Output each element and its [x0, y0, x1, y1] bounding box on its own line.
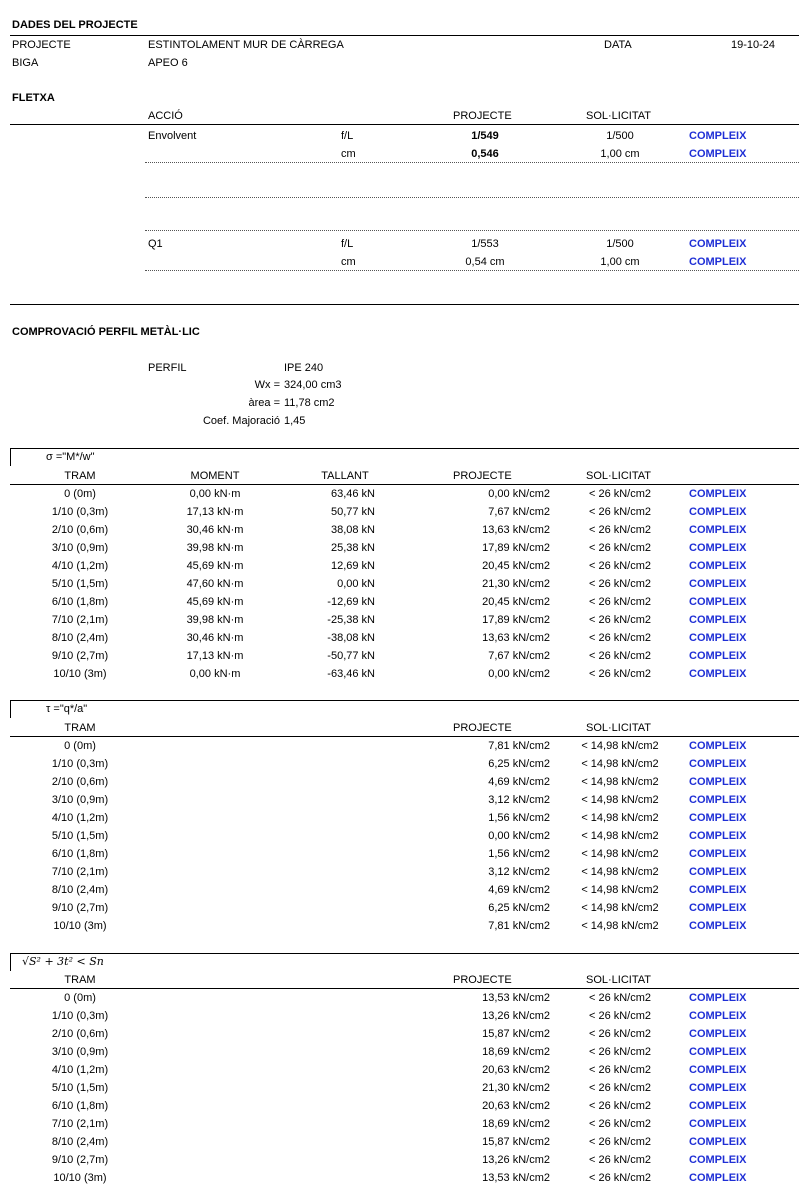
- required-cell: < 14,98 kN/cm2: [581, 902, 659, 914]
- project-cell: 20,63 kN/cm2: [482, 1100, 550, 1112]
- required-value: 1,00 cm: [600, 148, 640, 160]
- tram-cell: 6/10 (1,8m): [51, 1100, 109, 1112]
- required-cell: < 26 kN/cm2: [588, 1118, 652, 1130]
- table-row: [0, 1079, 799, 1097]
- project-cell: 6,25 kN/cm2: [488, 902, 550, 914]
- col-tram: TRAM: [64, 470, 96, 482]
- unit: f/L: [341, 130, 354, 142]
- area-label: àrea =: [248, 397, 280, 409]
- required-cell: < 26 kN/cm2: [588, 488, 652, 500]
- required-cell: < 14,98 kN/cm2: [581, 866, 659, 878]
- tallant-cell: -12,69 kN: [327, 596, 375, 608]
- table-row: [0, 593, 799, 611]
- table-row: [0, 989, 799, 1007]
- tallant-cell: 50,77 kN: [330, 506, 375, 518]
- project-data-title: DADES DEL PROJECTE: [12, 19, 138, 31]
- required-cell: < 26 kN/cm2: [588, 614, 652, 626]
- status-badge: COMPLEIX: [689, 238, 747, 250]
- required-cell: < 26 kN/cm2: [588, 668, 652, 680]
- unit: cm: [341, 148, 356, 160]
- table-row: [0, 1169, 799, 1187]
- moment-cell: 45,69 kN·m: [186, 596, 244, 608]
- project-cell: 13,53 kN/cm2: [482, 992, 550, 1004]
- required-cell: < 26 kN/cm2: [588, 1046, 652, 1058]
- tallant-cell: 63,46 kN: [330, 488, 375, 500]
- status-badge: COMPLEIX: [689, 1046, 747, 1058]
- tram-cell: 5/10 (1,5m): [51, 578, 109, 590]
- divider: [10, 448, 799, 449]
- required-cell: < 26 kN/cm2: [588, 524, 652, 536]
- tram-cell: 2/10 (0,6m): [51, 776, 109, 788]
- table-row: [0, 1061, 799, 1079]
- profile-check-title: COMPROVACIÓ PERFIL METÀL·LIC: [12, 326, 200, 338]
- project-cell: 17,89 kN/cm2: [482, 614, 550, 626]
- project-cell: 4,69 kN/cm2: [488, 884, 550, 896]
- status-badge: COMPLEIX: [689, 1064, 747, 1076]
- status-badge: COMPLEIX: [689, 794, 747, 806]
- project-cell: 21,30 kN/cm2: [482, 578, 550, 590]
- table-row: [0, 1097, 799, 1115]
- status-badge: COMPLEIX: [689, 884, 747, 896]
- table-row: [0, 773, 799, 791]
- moment-cell: 17,13 kN·m: [186, 650, 244, 662]
- required-cell: < 26 kN/cm2: [588, 632, 652, 644]
- tallant-cell: -38,08 kN: [327, 632, 375, 644]
- project-cell: 3,12 kN/cm2: [488, 866, 550, 878]
- status-badge: COMPLEIX: [689, 740, 747, 752]
- tallant-cell: 25,38 kN: [330, 542, 375, 554]
- project-value: 1/549: [471, 130, 499, 142]
- divider: [10, 953, 799, 954]
- col-moment: MOMENT: [190, 470, 240, 482]
- project-cell: 21,30 kN/cm2: [482, 1082, 550, 1094]
- project-cell: 17,89 kN/cm2: [482, 542, 550, 554]
- tram-cell: 0 (0m): [64, 488, 96, 500]
- status-badge: COMPLEIX: [689, 776, 747, 788]
- project-cell: 20,63 kN/cm2: [482, 1064, 550, 1076]
- status-badge: COMPLEIX: [689, 866, 747, 878]
- table-row: [0, 899, 799, 917]
- required-value: 1/500: [606, 130, 634, 142]
- required-cell: < 26 kN/cm2: [588, 1028, 652, 1040]
- status-badge: COMPLEIX: [689, 614, 747, 626]
- tram-cell: 4/10 (1,2m): [51, 560, 109, 572]
- status-badge: COMPLEIX: [689, 992, 747, 1004]
- tram-cell: 10/10 (3m): [53, 1172, 107, 1184]
- tram-cell: 1/10 (0,3m): [51, 1010, 109, 1022]
- divider: [10, 953, 11, 971]
- dotted-divider: [145, 197, 799, 198]
- moment-cell: 0,00 kN·m: [189, 668, 241, 680]
- required-cell: < 26 kN/cm2: [588, 650, 652, 662]
- table-row: [0, 521, 799, 539]
- project-cell: 4,69 kN/cm2: [488, 776, 550, 788]
- project-cell: 7,67 kN/cm2: [488, 650, 550, 662]
- tram-cell: 9/10 (2,7m): [51, 1154, 109, 1166]
- status-badge: COMPLEIX: [689, 1100, 747, 1112]
- status-badge: COMPLEIX: [689, 578, 747, 590]
- action-name: Q1: [148, 238, 163, 250]
- tram-cell: 9/10 (2,7m): [51, 650, 109, 662]
- tallant-cell: 12,69 kN: [330, 560, 375, 572]
- tram-cell: 7/10 (2,1m): [51, 866, 109, 878]
- table-row: [0, 917, 799, 935]
- table-row: [0, 1043, 799, 1061]
- project-cell: 3,12 kN/cm2: [488, 794, 550, 806]
- project-cell: 7,81 kN/cm2: [488, 920, 550, 932]
- status-badge: COMPLEIX: [689, 902, 747, 914]
- required-cell: < 26 kN/cm2: [588, 1136, 652, 1148]
- status-badge: COMPLEIX: [689, 506, 747, 518]
- col-project: PROJECTE: [453, 722, 512, 734]
- tram-cell: 8/10 (2,4m): [51, 632, 109, 644]
- beam-label: BIGA: [12, 57, 39, 69]
- table-row: [0, 755, 799, 773]
- sigma-formula: σ ="M*/w": [46, 451, 95, 463]
- table-row: [0, 1025, 799, 1043]
- project-cell: 13,63 kN/cm2: [482, 632, 550, 644]
- tallant-cell: 0,00 kN: [337, 578, 375, 590]
- required-cell: < 26 kN/cm2: [588, 560, 652, 572]
- project-cell: 20,45 kN/cm2: [482, 560, 550, 572]
- required-cell: < 26 kN/cm2: [588, 1082, 652, 1094]
- status-badge: COMPLEIX: [689, 488, 747, 500]
- divider: [10, 124, 799, 125]
- tram-cell: 4/10 (1,2m): [51, 1064, 109, 1076]
- status-badge: COMPLEIX: [689, 848, 747, 860]
- moment-cell: 17,13 kN·m: [186, 506, 244, 518]
- table-row: [0, 791, 799, 809]
- dotted-divider: [145, 270, 799, 271]
- wx-label: Wx =: [254, 379, 280, 391]
- required-cell: < 26 kN/cm2: [588, 1154, 652, 1166]
- table-row: [0, 1007, 799, 1025]
- required-cell: < 14,98 kN/cm2: [581, 830, 659, 842]
- date-value: 19-10-24: [731, 39, 776, 51]
- status-badge: COMPLEIX: [689, 1154, 747, 1166]
- status-badge: COMPLEIX: [689, 130, 747, 142]
- tram-cell: 7/10 (2,1m): [51, 1118, 109, 1130]
- required-cell: < 26 kN/cm2: [588, 1010, 652, 1022]
- col-project: PROJECTE: [453, 110, 512, 122]
- moment-cell: 45,69 kN·m: [186, 560, 244, 572]
- required-value: 1/500: [606, 238, 634, 250]
- unit: f/L: [341, 238, 354, 250]
- required-cell: < 26 kN/cm2: [588, 506, 652, 518]
- perfil-label: PERFIL: [148, 362, 187, 374]
- required-cell: < 14,98 kN/cm2: [581, 794, 659, 806]
- table-row: [0, 503, 799, 521]
- tram-cell: 8/10 (2,4m): [51, 884, 109, 896]
- project-cell: 6,25 kN/cm2: [488, 758, 550, 770]
- project-cell: 13,53 kN/cm2: [482, 1172, 550, 1184]
- project-cell: 0,00 kN/cm2: [488, 830, 550, 842]
- col-required: SOL·LICITAT: [586, 722, 651, 734]
- project-cell: 7,67 kN/cm2: [488, 506, 550, 518]
- tram-cell: 10/10 (3m): [53, 668, 107, 680]
- table-row: [0, 1115, 799, 1133]
- required-cell: < 26 kN/cm2: [588, 578, 652, 590]
- table-row: [0, 845, 799, 863]
- col-tram: TRAM: [64, 974, 96, 986]
- date-label: DATA: [604, 39, 632, 51]
- tram-cell: 3/10 (0,9m): [51, 794, 109, 806]
- project-value: 1/553: [471, 238, 499, 250]
- tram-cell: 1/10 (0,3m): [51, 758, 109, 770]
- project-cell: 13,26 kN/cm2: [482, 1010, 550, 1022]
- table-row: [0, 485, 799, 503]
- tallant-cell: -63,46 kN: [327, 668, 375, 680]
- tram-cell: 2/10 (0,6m): [51, 524, 109, 536]
- status-badge: COMPLEIX: [689, 830, 747, 842]
- status-badge: COMPLEIX: [689, 148, 747, 160]
- required-cell: < 26 kN/cm2: [588, 596, 652, 608]
- coef-label: Coef. Majoració: [202, 415, 280, 427]
- project-cell: 20,45 kN/cm2: [482, 596, 550, 608]
- required-cell: < 14,98 kN/cm2: [581, 848, 659, 860]
- col-required: SOL·LICITAT: [586, 110, 651, 122]
- divider: [10, 700, 799, 701]
- beam-value: APEO 6: [148, 57, 188, 69]
- project-cell: 7,81 kN/cm2: [488, 740, 550, 752]
- project-cell: 15,87 kN/cm2: [482, 1028, 550, 1040]
- moment-cell: 30,46 kN·m: [186, 524, 244, 536]
- action-name: Envolvent: [148, 130, 197, 142]
- project-cell: 0,00 kN/cm2: [488, 488, 550, 500]
- table-row: [0, 827, 799, 845]
- unit: cm: [341, 256, 356, 268]
- col-tallant: TALLANT: [321, 470, 369, 482]
- col-required: SOL·LICITAT: [586, 974, 651, 986]
- status-badge: COMPLEIX: [689, 1118, 747, 1130]
- status-badge: COMPLEIX: [689, 596, 747, 608]
- moment-cell: 47,60 kN·m: [186, 578, 244, 590]
- required-cell: < 14,98 kN/cm2: [581, 884, 659, 896]
- moment-cell: 0,00 kN·m: [189, 488, 241, 500]
- moment-cell: 39,98 kN·m: [186, 614, 244, 626]
- status-badge: COMPLEIX: [689, 1082, 747, 1094]
- tram-cell: 6/10 (1,8m): [51, 848, 109, 860]
- combined-formula: √S² + 3t² < Sn: [22, 955, 104, 968]
- col-project: PROJECTE: [453, 974, 512, 986]
- area-value: 11,78 cm2: [284, 397, 335, 409]
- tallant-cell: -50,77 kN: [327, 650, 375, 662]
- status-badge: COMPLEIX: [689, 632, 747, 644]
- status-badge: COMPLEIX: [689, 256, 747, 268]
- wx-value: 324,00 cm3: [284, 379, 342, 391]
- tallant-cell: 38,08 kN: [330, 524, 375, 536]
- tram-cell: 0 (0m): [64, 740, 96, 752]
- project-cell: 15,87 kN/cm2: [482, 1136, 550, 1148]
- required-cell: < 26 kN/cm2: [588, 1100, 652, 1112]
- table-row: [0, 629, 799, 647]
- divider: [10, 700, 11, 718]
- col-action: ACCIÓ: [148, 110, 183, 122]
- project-cell: 1,56 kN/cm2: [488, 848, 550, 860]
- status-badge: COMPLEIX: [689, 920, 747, 932]
- deflection-title: FLETXA: [12, 92, 55, 104]
- project-cell: 1,56 kN/cm2: [488, 812, 550, 824]
- dotted-divider: [145, 230, 799, 231]
- table-row: [0, 737, 799, 755]
- table-row: [0, 611, 799, 629]
- dotted-divider: [145, 162, 799, 163]
- table-row: [0, 539, 799, 557]
- divider: [10, 448, 11, 466]
- col-project: PROJECTE: [453, 470, 512, 482]
- status-badge: COMPLEIX: [689, 1028, 747, 1040]
- col-tram: TRAM: [64, 722, 96, 734]
- tram-cell: 5/10 (1,5m): [51, 830, 109, 842]
- project-cell: 18,69 kN/cm2: [482, 1046, 550, 1058]
- col-required: SOL·LICITAT: [586, 470, 651, 482]
- required-value: 1,00 cm: [600, 256, 640, 268]
- required-cell: < 14,98 kN/cm2: [581, 812, 659, 824]
- table-row: [0, 557, 799, 575]
- tram-cell: 8/10 (2,4m): [51, 1136, 109, 1148]
- table-row: [0, 863, 799, 881]
- required-cell: < 14,98 kN/cm2: [581, 776, 659, 788]
- status-badge: COMPLEIX: [689, 1172, 747, 1184]
- tram-cell: 6/10 (1,8m): [51, 596, 109, 608]
- tram-cell: 3/10 (0,9m): [51, 1046, 109, 1058]
- tram-cell: 2/10 (0,6m): [51, 1028, 109, 1040]
- tram-cell: 7/10 (2,1m): [51, 614, 109, 626]
- status-badge: COMPLEIX: [689, 758, 747, 770]
- required-cell: < 14,98 kN/cm2: [581, 758, 659, 770]
- tallant-cell: -25,38 kN: [327, 614, 375, 626]
- tram-cell: 3/10 (0,9m): [51, 542, 109, 554]
- table-row: [0, 1133, 799, 1151]
- table-row: [0, 647, 799, 665]
- project-value: ESTINTOLAMENT MUR DE CÀRREGA: [148, 39, 344, 51]
- tau-formula: τ ="q*/a": [46, 703, 88, 715]
- tram-cell: 9/10 (2,7m): [51, 902, 109, 914]
- required-cell: < 14,98 kN/cm2: [581, 920, 659, 932]
- tram-cell: 5/10 (1,5m): [51, 1082, 109, 1094]
- status-badge: COMPLEIX: [689, 668, 747, 680]
- required-cell: < 26 kN/cm2: [588, 992, 652, 1004]
- tram-cell: 4/10 (1,2m): [51, 812, 109, 824]
- table-row: [0, 809, 799, 827]
- project-value: 0,54 cm: [465, 256, 505, 268]
- status-badge: COMPLEIX: [689, 560, 747, 572]
- table-row: [0, 665, 799, 683]
- divider: [10, 304, 799, 305]
- project-cell: 13,63 kN/cm2: [482, 524, 550, 536]
- table-row: [0, 1151, 799, 1169]
- required-cell: < 26 kN/cm2: [588, 1172, 652, 1184]
- status-badge: COMPLEIX: [689, 812, 747, 824]
- status-badge: COMPLEIX: [689, 650, 747, 662]
- moment-cell: 39,98 kN·m: [186, 542, 244, 554]
- required-cell: < 26 kN/cm2: [588, 542, 652, 554]
- required-cell: < 14,98 kN/cm2: [581, 740, 659, 752]
- table-row: [0, 575, 799, 593]
- tram-cell: 0 (0m): [64, 992, 96, 1004]
- coef-value: 1,45: [284, 415, 306, 427]
- moment-cell: 30,46 kN·m: [186, 632, 244, 644]
- project-cell: 13,26 kN/cm2: [482, 1154, 550, 1166]
- table-row: [0, 881, 799, 899]
- status-badge: COMPLEIX: [689, 542, 747, 554]
- project-label: PROJECTE: [12, 39, 71, 51]
- perfil-value: IPE 240: [284, 362, 324, 374]
- divider: [10, 35, 799, 36]
- status-badge: COMPLEIX: [689, 1136, 747, 1148]
- project-cell: 18,69 kN/cm2: [482, 1118, 550, 1130]
- tram-cell: 1/10 (0,3m): [51, 506, 109, 518]
- status-badge: COMPLEIX: [689, 1010, 747, 1022]
- project-cell: 0,00 kN/cm2: [488, 668, 550, 680]
- status-badge: COMPLEIX: [689, 524, 747, 536]
- tram-cell: 10/10 (3m): [53, 920, 107, 932]
- required-cell: < 26 kN/cm2: [588, 1064, 652, 1076]
- project-value: 0,546: [471, 148, 499, 160]
